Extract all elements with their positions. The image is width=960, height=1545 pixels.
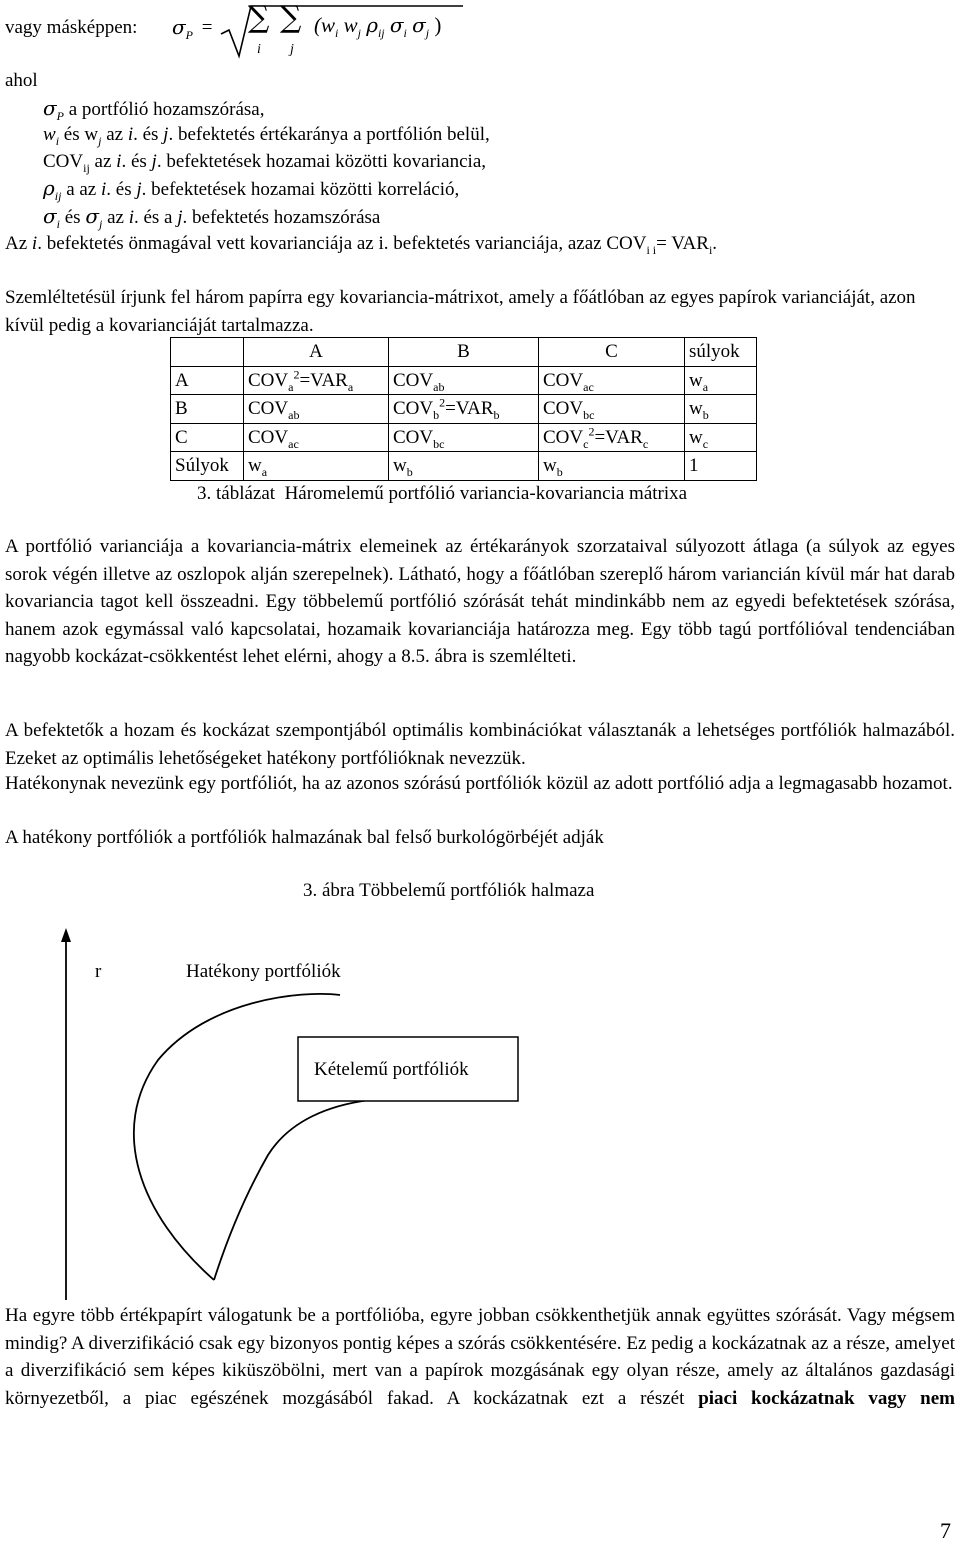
table-cell: $COV_c^2=VAR_c$ — [539, 423, 685, 452]
table-header-cell: B — [389, 338, 539, 367]
definition-ahol: ahol — [5, 70, 38, 91]
bold-term: piaci kockázatnak vagy nem — [698, 1387, 955, 1409]
formula-prefix: vagy másképpen: — [5, 17, 143, 38]
paragraph-efficient-2: Hatékonynak nevezünk egy portfóliót, ha az azonos szórású portfóliók közül az adott portfólió adja a legmagasabb hozamot. — [5, 773, 953, 794]
sum-index-j: j — [290, 42, 294, 57]
portfolio-set-lower-curve — [214, 1100, 370, 1280]
table-cell: $COV_b^2=VAR_b$ — [389, 395, 539, 424]
definition-cov: $COV_{ij}$ az i. és j. befektetések hozamai közötti kovariancia, — [43, 151, 487, 175]
table-header-cell: A — [244, 338, 389, 367]
paragraph-efficient-3: A hatékony portfóliók a portfóliók halmazának bal felső burkológörbéjét adják — [5, 827, 604, 848]
definition-rho: $\rho_{ij}$ a az i. és j. befektetések hozamai közötti korreláció, — [43, 176, 460, 203]
table-header-row — [171, 338, 757, 367]
sum-sign-2: ∑ — [280, 0, 302, 35]
table-cell: $COV_{bc}$ — [539, 395, 685, 424]
formula-body: ($w_i$ $w_j$ $\rho_{ij}$ $\sigma_i$ $\sigma_j$ ) — [314, 13, 442, 41]
formula-lhs: $\sigma_P$ — [172, 15, 193, 42]
axis-label-r: r — [95, 961, 102, 982]
table-cell: $w_b$ — [389, 452, 539, 481]
definition-sigma-ij: $\sigma_i$ és $\sigma_j$ az i. és a j. befektetés hozamszórása — [43, 204, 381, 231]
table-row — [171, 395, 757, 424]
table-cell: $w_a$ — [685, 366, 757, 395]
paragraph-efficient-1: A befektetők a hozam és kockázat szempontjából optimális kombinációkat választanák a lehetséges portfóliók halmazából. Ezeket az optimális lehetőségeket hatékony portfólióknak nevezzük. — [5, 720, 955, 769]
paragraph-variance: A portfólió varianciája a kovariancia-mátrix elemeinek az értékarányok szorzataival súlyozott átlaga (a súlyok az egyes sorok végén illetve az oszlopok alján szerepelnek). Látható, hogy a főátlóban szereplő három variancián kívül már hat darab kovariancia tagot kell összeadni. Egy többelemű portfólió szórását tehát mindinkább nem az egyedi befektetések szórása, hanem azok egymással való kapcsolatai, hozamaik kovarianciája határozza meg. Egy több tagú portfólióval tendenciában nagyobb kockázat-csökkentést lehet elérni, ahogy a 8.5. ábra is szemlélteti. — [5, 536, 955, 667]
label-two-element-portfolios: Kételemű portfóliók — [314, 1059, 469, 1080]
row-label: A — [171, 366, 244, 395]
table-header-cell: C — [539, 338, 685, 367]
table-header-cell: súlyok — [685, 338, 757, 367]
table-cell: $w_b$ — [685, 395, 757, 424]
table-cell — [171, 338, 244, 367]
definition-variance: Az i. befektetés önmagával vett kovarianciája az i. befektetés varianciája, azaz $COV_{i i}= VAR_i$. — [5, 233, 718, 257]
formula — [5, 0, 485, 60]
definition-weights: $w_i$ és $w_j$ az i. és j. befektetés értékaránya a portfólión belül, — [43, 124, 490, 148]
y-axis-arrowhead — [61, 928, 71, 942]
table-cell: 1 — [685, 452, 757, 481]
row-label: C — [171, 423, 244, 452]
table-row — [171, 423, 757, 452]
page-number: 7 — [940, 1518, 951, 1543]
formula-equals: = — [197, 17, 213, 38]
definition-sigma-p: $\sigma_P$ a portfólió hozamszórása, — [43, 96, 265, 123]
intro-paragraph: Szemléltetésül írjunk fel három papírra egy kovariancia-mátrixot, amely a főátlóban az egyes papírok varianciáját, azon kívül pedig a kovarianciáját tartalmazza. — [5, 287, 916, 336]
table-cell: $COV_{ac}$ — [244, 423, 389, 452]
figure-diagram — [0, 900, 960, 1310]
table-cell: $w_a$ — [244, 452, 389, 481]
table-cell: $w_c$ — [685, 423, 757, 452]
label-efficient-portfolios: Hatékony portfóliók — [186, 961, 341, 982]
table-cell: $COV_{ab}$ — [244, 395, 389, 424]
table-cell: $COV_a^2=VAR_a$ — [244, 366, 389, 395]
table-cell: $COV_{bc}$ — [389, 423, 539, 452]
sum-sign-1: ∑ — [248, 0, 270, 35]
row-label: Súlyok — [171, 452, 244, 481]
table-row — [171, 452, 757, 481]
table-cell: $COV_{ac}$ — [539, 366, 685, 395]
row-label: B — [171, 395, 244, 424]
table-caption: 3. táblázat Háromelemű portfólió variancia-kovariancia mátrixa — [197, 483, 688, 504]
table-cell: $COV_{ab}$ — [389, 366, 539, 395]
table-row — [171, 366, 757, 395]
paragraph-diversification: Ha egyre több értékpapírt válogatunk be a portfólióba, egyre jobban csökkenthetjük annak együttes szórását. Vagy mégsem mindig? A diverzifikáció csak egy bizonyos pontig képes a szórás csökkentésére. Ez pedig a kockázatnak az a része, amelyet a diverzifikáció sem képes kiküszöbölni, mert van a papírok mozgásának egy olyan része, amely az általános gazdasági környezetből, a piac egészének mozgásából fakad. A kockázatnak ezt a részét piaci kockázatnak vagy nem — [5, 1305, 955, 1409]
table-cell: $w_b$ — [539, 452, 685, 481]
covariance-matrix-table — [170, 337, 757, 481]
figure-title: 3. ábra Többelemű portfóliók halmaza — [303, 880, 595, 901]
sum-index-i: i — [257, 42, 261, 57]
